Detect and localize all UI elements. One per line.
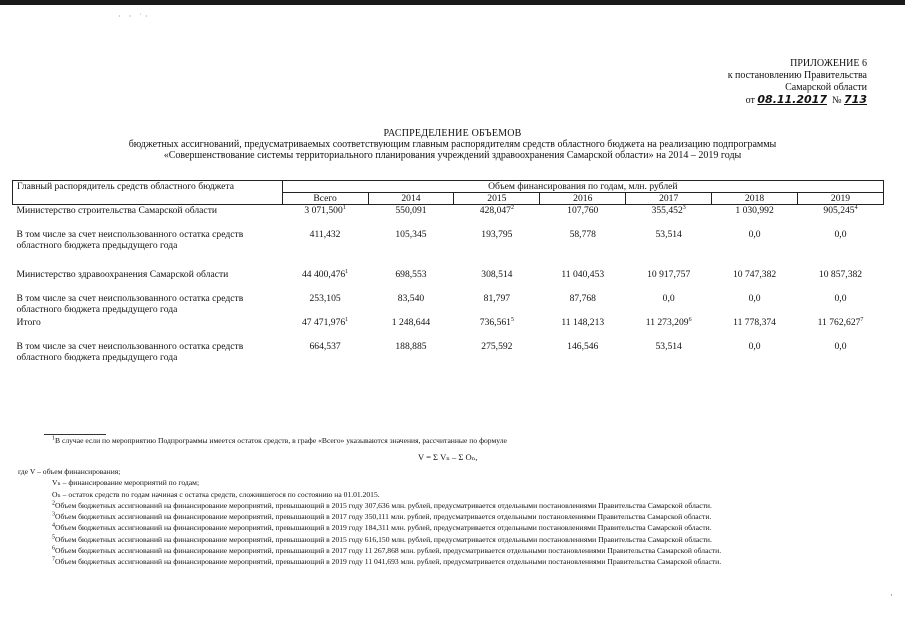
footnote-on: Oₙ – остаток средств по годам начиная с остатка средств, сложившегося по состоянию на 01.01.2015. (52, 490, 380, 499)
cell: 275,592 (481, 340, 513, 352)
cell: 53,514 (655, 340, 682, 352)
footnote-4: $^4$Объем бюджетных ассигнований на финансирование мероприятий, превышающий в 2019 году 184,311 млн. рублей, предусматривается отдельными постановлениями Правительства Самарской области. (52, 522, 712, 532)
col-header: 2017 (626, 193, 712, 205)
col-header: Всего (282, 193, 368, 205)
cell: 105,345 (395, 228, 427, 240)
scan-speckle: · · ˙· (118, 12, 151, 21)
scan-margin-mark: · (890, 590, 893, 600)
cell: 11 778,374 (733, 316, 776, 328)
cell: 87,768 (569, 292, 596, 304)
footnote-6: $^6$Объем бюджетных ассигнований на финансирование мероприятий, превышающий в 2017 году 11 267,868 млн. рублей, предусматривается отдельными постановлениями Правительства Самарской области. (52, 545, 722, 555)
cell: 47 471,976$^1$ (301, 316, 349, 328)
footnote-5: $^5$Объем бюджетных ассигнований на финансирование мероприятий, превышающий в 2015 году 616,150 млн. рублей, предусматривается отдельными постановлениями Правительства Самарской области. (52, 534, 712, 544)
handwritten-number: 713 (844, 93, 867, 106)
formula: V = Σ Vₙ – Σ Oₙ, (418, 452, 478, 462)
table-row (13, 317, 884, 341)
col-header: 2014 (368, 193, 454, 205)
row-label: Министерство здравоохранения Самарской области (16, 268, 229, 280)
appendix-line2: к постановлению Правительства (727, 70, 867, 81)
cell: 83,540 (397, 292, 425, 304)
from-label: от (745, 95, 755, 106)
head-left: Главный распорядитель средств областного бюджета (13, 181, 283, 205)
cell: 44 400,476$^1$ (301, 268, 349, 280)
footnote-1: $^1$В случае если по мероприятию Подпрограммы имеется остаток средств, в графе «Всего» указываются значения, рассчитанные по формуле (52, 435, 507, 445)
head-right: Объем финансирования по годам, млн. рублей (282, 181, 883, 193)
cell: 905,245$^4$ (823, 204, 858, 216)
cell: 308,514 (481, 268, 513, 280)
col-header: 2015 (454, 193, 540, 205)
cell: 3 071,500$^1$ (304, 204, 346, 216)
col-header: 2016 (540, 193, 626, 205)
cell: 11 762,627$^7$ (817, 316, 864, 328)
footnote-7: $^7$Объем бюджетных ассигнований на финансирование мероприятий, превышающий в 2019 году 11 041,693 млн. рублей, предусматривается отдельными постановлениями Правительства Самарской области. (52, 556, 722, 566)
cell: 0,0 (834, 228, 847, 240)
cell: 0,0 (662, 292, 675, 304)
document-title (0, 128, 905, 161)
cell: 11 273,209$^6$ (645, 316, 692, 328)
cell: 411,432 (309, 228, 341, 240)
title-line-2: бюджетных ассигнований, предусматриваемых соответствующим главным распорядителям средств областного бюджета на реализацию подпрограммы (128, 139, 777, 150)
row-label: Итого (16, 316, 41, 328)
cell: 0,0 (834, 340, 847, 352)
cell: 0,0 (748, 228, 761, 240)
title-line-1: РАСПРЕДЕЛЕНИЕ ОБЪЕМОВ (383, 128, 522, 139)
appendix-title: ПРИЛОЖЕНИЕ 6 (790, 58, 867, 69)
table-row (13, 293, 884, 317)
table-row (13, 229, 884, 269)
footnote-where-v: где V – объем финансирования; (18, 467, 121, 476)
row-label: Министерство строительства Самарской области (16, 205, 218, 216)
scan-top-border (0, 0, 905, 5)
appendix-date-line (667, 94, 867, 107)
cell: 664,537 (309, 340, 341, 352)
cell: 11 148,213 (561, 316, 605, 328)
budget-table (12, 180, 884, 365)
cell: 0,0 (748, 292, 761, 304)
footnote-3: $^3$Объем бюджетных ассигнований на финансирование мероприятий, превышающий в 2017 году 350,111 млн. рублей, предусматривается отдельными постановлениями Правительства Самарской области. (52, 511, 712, 521)
cell: 355,452$^3$ (651, 204, 686, 216)
cell: 107,760 (567, 205, 599, 216)
row-label: В том числе за счет неиспользованного остатка средств областного бюджета предыдущего года (16, 228, 244, 251)
cell: 1 248,644 (391, 316, 431, 328)
table-row (13, 269, 884, 293)
cell: 0,0 (748, 340, 761, 352)
appendix-header (667, 58, 867, 107)
handwritten-date: 08.11.2017 (757, 93, 827, 106)
footnote-vn: Vₙ – финансирование мероприятий по годам; (52, 478, 200, 487)
col-header: 2018 (712, 193, 798, 205)
cell: 10 857,382 (818, 268, 863, 280)
cell: 58,778 (569, 228, 596, 240)
number-label: № (831, 95, 842, 106)
cell: 188,885 (395, 340, 427, 352)
cell: 10 917,757 (647, 268, 691, 280)
cell: 10 747,382 (732, 268, 777, 280)
cell: 81,797 (483, 292, 511, 304)
cell: 193,795 (481, 228, 513, 240)
cell: 253,105 (309, 292, 341, 304)
cell: 1 030,992 (735, 205, 774, 216)
cell: 11 040,453 (561, 268, 605, 280)
table-row (13, 205, 884, 229)
footnote-2: $^2$Объем бюджетных ассигнований на финансирование мероприятий, превышающий в 2015 году 307,636 млн. рублей, предусматривается отдельными постановлениями Правительства Самарской области. (52, 500, 712, 510)
cell: 698,553 (395, 268, 427, 280)
table-row (13, 341, 884, 365)
cell: 0,0 (834, 292, 847, 304)
cell: 550,091 (395, 205, 427, 216)
col-header: 2019 (798, 193, 884, 205)
row-label: В том числе за счет неиспользованного остатка средств областного бюджета предыдущего года (16, 340, 244, 363)
appendix-line3: Самарской области (785, 82, 867, 93)
cell: 146,546 (567, 340, 599, 352)
row-label: В том числе за счет неиспользованного остатка средств областного бюджета предыдущего года (16, 292, 244, 315)
title-line-3: «Совершенствование системы территориального планирования учреждений здравоохранения Самарской области» на 2014 – 2019 годы (163, 150, 742, 161)
cell: 428,047$^2$ (479, 204, 514, 216)
cell: 53,514 (655, 228, 682, 240)
cell: 736,561$^5$ (479, 316, 514, 328)
